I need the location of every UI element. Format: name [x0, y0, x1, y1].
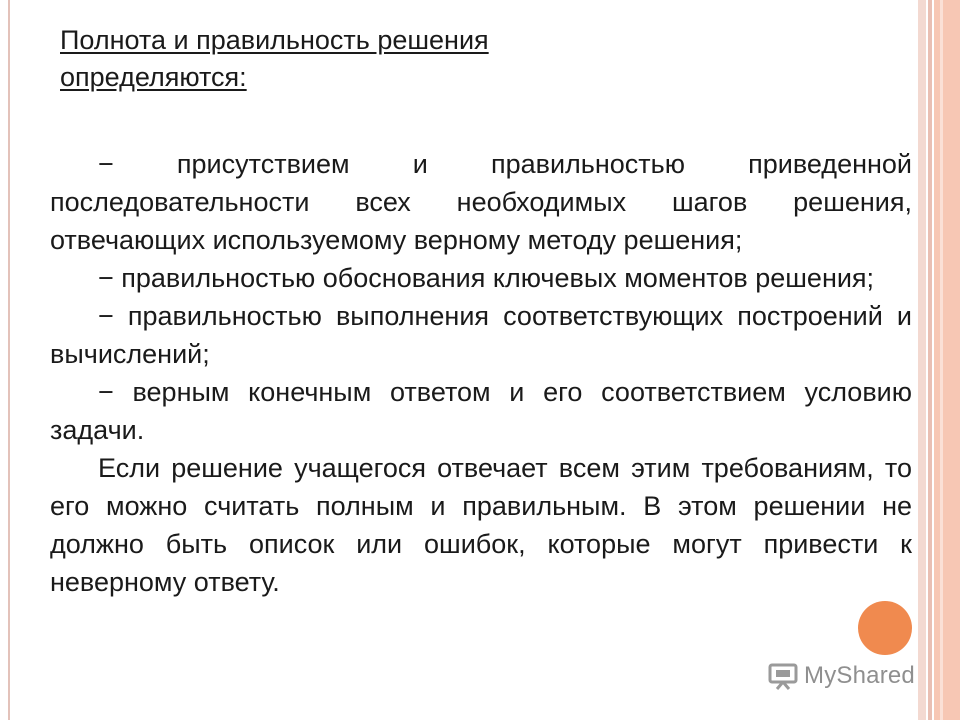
- body-paragraph: Если решение учащегося отвечает всем этим требованиям, то его можно считать полным и правильным. В этом решении не должно быть описок или ошибок, которые могут привести к неверному ответу.: [50, 453, 912, 597]
- slide-title-line-2: определяются:: [60, 62, 247, 92]
- right-decor-stripe: [928, 0, 932, 720]
- slide-title: [60, 22, 660, 96]
- body-paragraph: − правильностью обоснования ключевых моментов решения;: [98, 263, 875, 293]
- left-border-line: [8, 0, 10, 720]
- body-paragraph: − верным конечным ответом и его соответствием условию задачи.: [50, 377, 912, 445]
- slide-body: [50, 145, 912, 601]
- watermark-text: MyShared: [804, 662, 915, 689]
- orange-circle-decoration: [858, 601, 912, 655]
- body-paragraph: − присутствием и правильностью приведенной последовательности всех необходимых шагов решения, отвечающих используемому верному методу решения;: [50, 149, 912, 255]
- presentation-board-icon: [768, 662, 798, 690]
- slide-title-line-1: Полнота и правильность решения: [60, 25, 489, 55]
- right-decor-stripe: [940, 0, 943, 720]
- right-decor-stripe: [918, 0, 926, 720]
- right-decor-stripe: [934, 0, 960, 720]
- body-paragraph: − правильностью выполнения соответствующих построений и вычислений;: [50, 301, 912, 369]
- myshared-watermark: [768, 660, 915, 692]
